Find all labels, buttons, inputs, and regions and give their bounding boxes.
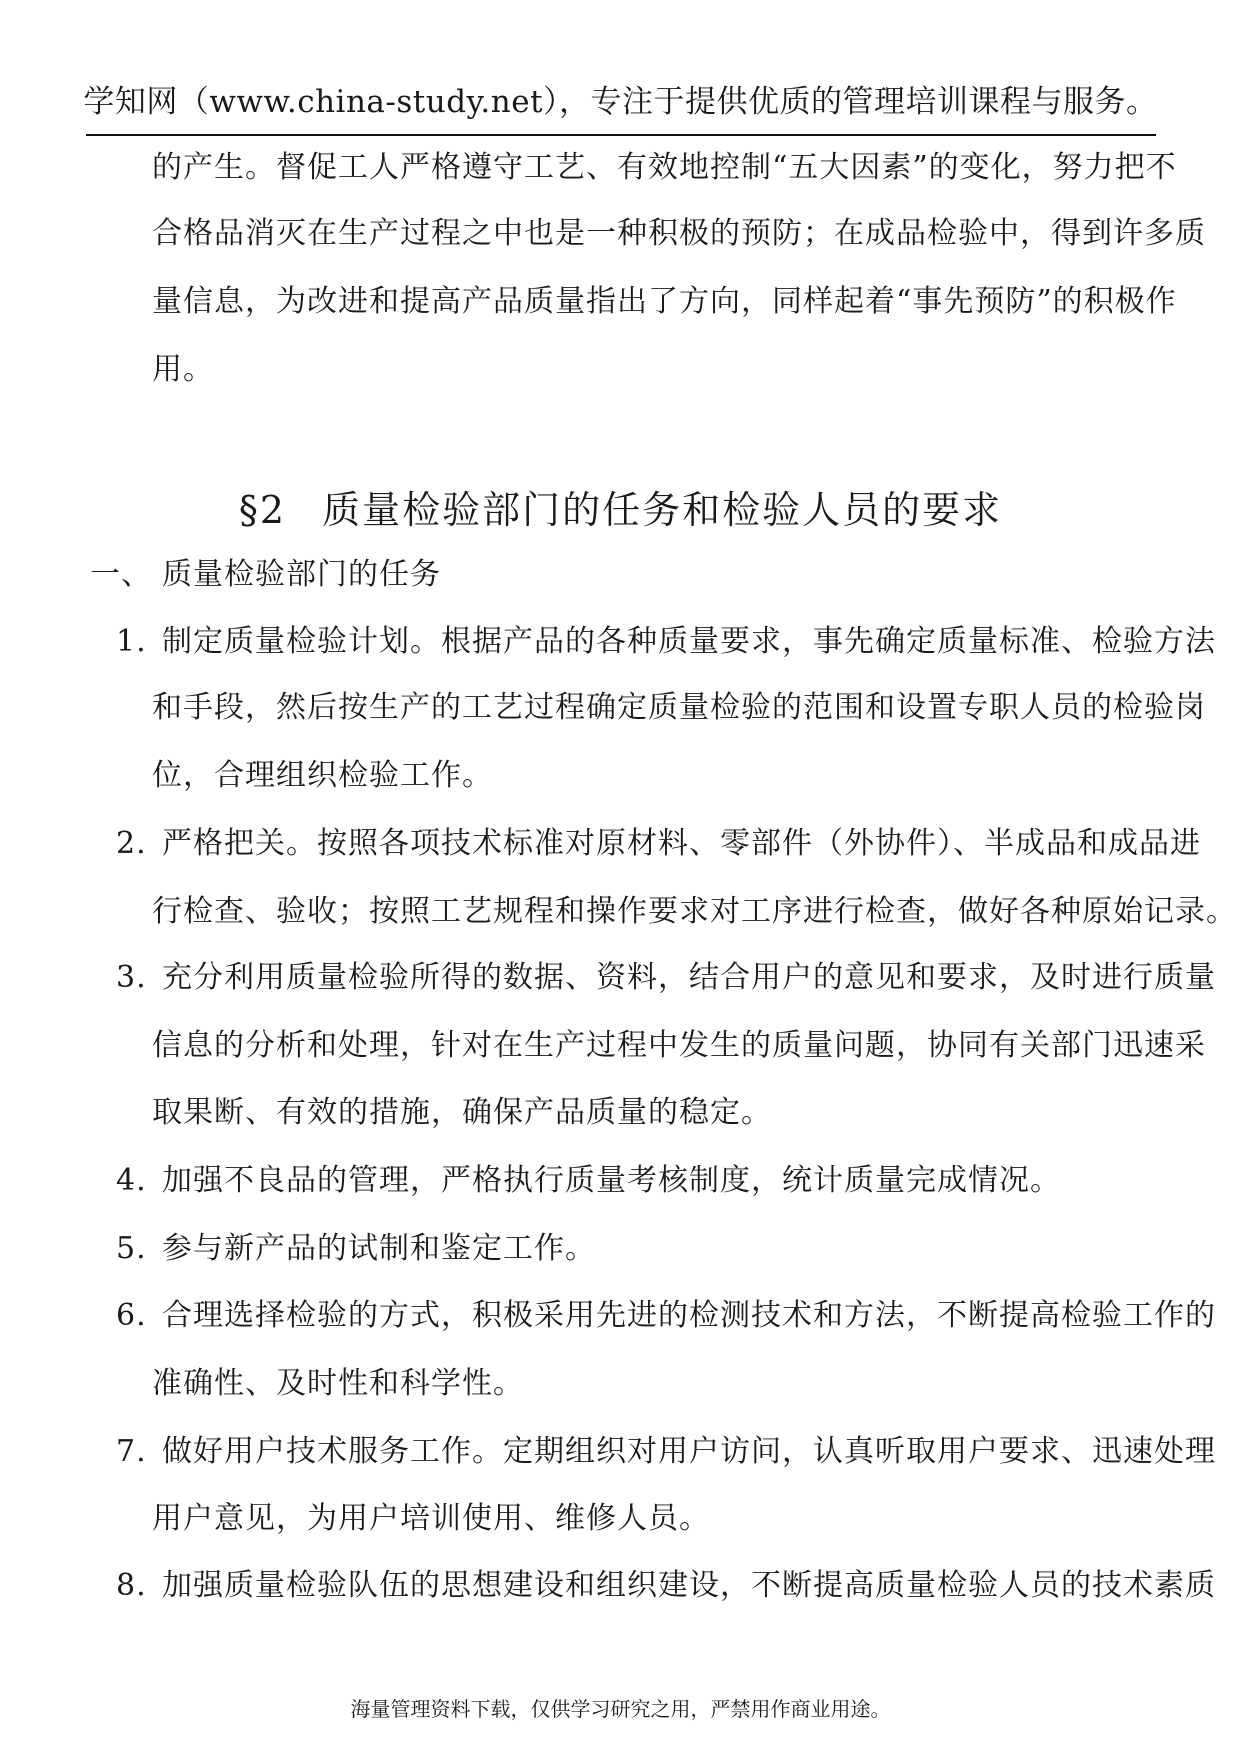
section-title-text: 质量检验部门的任务和检验人员的要求 [322, 488, 1003, 532]
list-item-text: 做好用户技术服务工作。定期组织对用户访问，认真听取用户要求、迅速处理 [162, 1434, 1216, 1469]
list-item-text: 合理选择检验的方式，积极采用先进的检测技术和方法，不断提高检验工作的 [162, 1298, 1216, 1333]
list-item-text: 准确性、及时性和科学性。 [152, 1366, 524, 1401]
list-item-number: 2. [116, 826, 147, 861]
list-item-text: 信息的分析和处理，针对在生产过程中发生的质量问题，协同有关部门迅速采 [152, 1028, 1206, 1063]
list-item-number: 7. [116, 1434, 147, 1469]
list-item-number: 6. [116, 1298, 147, 1333]
subsection-title: 质量检验部门的任务 [162, 557, 441, 592]
list-item-text: 和手段，然后按生产的工艺过程确定质量检验的范围和设置专职人员的检验岗 [152, 690, 1206, 725]
list-item-text: 用户意见，为用户培训使用、维修人员。 [152, 1501, 710, 1536]
intro-line-1: 的产生。督促工人严格遵守工艺、有效地控制“五大因素”的变化，努力把不 [152, 150, 1177, 185]
list-item-text: 参与新产品的试制和鉴定工作。 [162, 1231, 596, 1266]
section-number: §2 [238, 488, 287, 532]
intro-line-3: 量信息，为改进和提高产品质量指出了方向，同样起着“事先预防”的积极作 [152, 284, 1177, 319]
list-item-text: 行检查、验收；按照工艺规程和操作要求对工序进行检查，做好各种原始记录。 [152, 894, 1237, 929]
page-header: 学知网（www.china-study.net），专注于提供优质的管理培训课程与服务。 [83, 84, 1158, 120]
list-item-text: 严格把关。按照各项技术标准对原材料、零部件（外协件）、半成品和成品进 [162, 826, 1201, 861]
list-item-text: 位，合理组织检验工作。 [152, 758, 493, 793]
list-item-text: 加强不良品的管理，严格执行质量考核制度，统计质量完成情况。 [162, 1163, 1061, 1198]
intro-line-4: 用。 [152, 352, 214, 387]
list-item-number: 8. [116, 1568, 147, 1603]
list-item-text: 制定质量检验计划。根据产品的各种质量要求，事先确定质量标准、检验方法 [162, 624, 1216, 659]
list-item-text: 加强质量检验队伍的思想建设和组织建设，不断提高质量检验人员的技术素质 [162, 1568, 1216, 1603]
subsection-heading [90, 555, 441, 595]
list-item-number: 3. [116, 960, 147, 995]
list-item-text: 充分利用质量检验所得的数据、资料，结合用户的意见和要求，及时进行质量 [162, 960, 1216, 995]
subsection-marker: 一、 [90, 557, 152, 592]
intro-line-2: 合格品消灭在生产过程之中也是一种积极的预防；在成品检验中，得到许多质 [152, 216, 1206, 251]
list-item-number: 4. [116, 1163, 147, 1198]
header-rule [86, 134, 1156, 136]
page-footer: 海量管理资料下载，仅供学习研究之用，严禁用作商业用途。 [350, 1697, 891, 1721]
list-item-number: 5. [116, 1231, 147, 1266]
list-item-number: 1. [116, 624, 147, 659]
section-title [0, 485, 1241, 535]
list-item-text: 取果断、有效的措施，确保产品质量的稳定。 [152, 1095, 772, 1130]
